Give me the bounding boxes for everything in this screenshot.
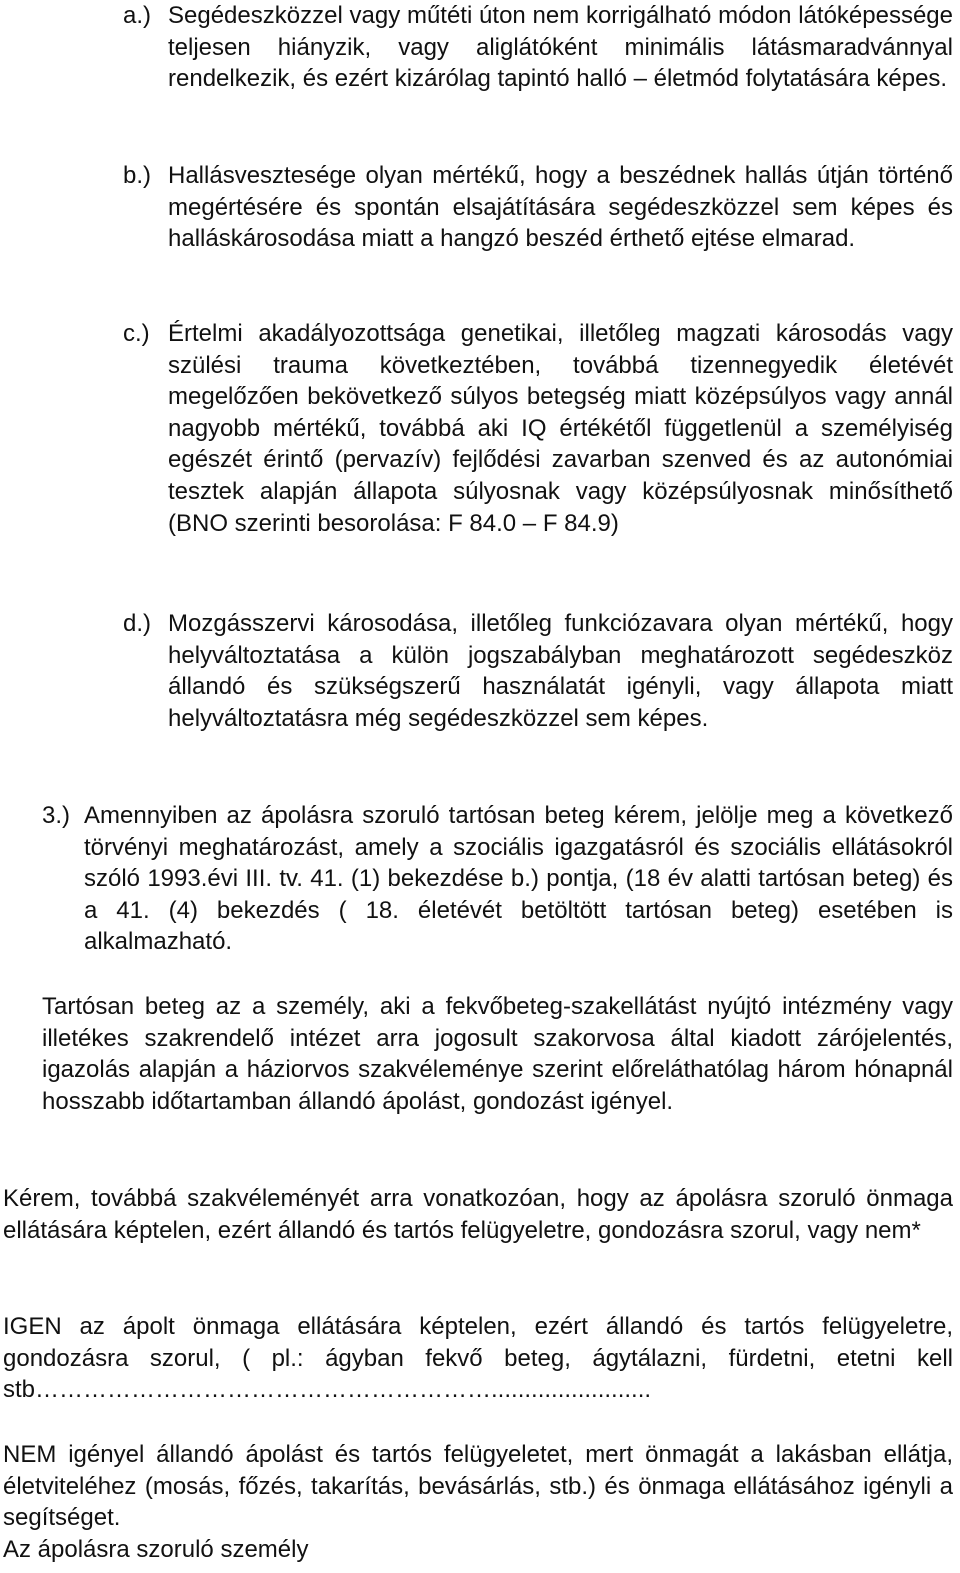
definition-paragraph: Tartósan beteg az a személy, aki a fekvőbeteg-szakellátást nyújtó intézmény vagy illetékes szakrendelő intézet arra jogosult szakorvosa által kiadott zárójelentés, igazolás alapján a háziorvos szakvéleménye szerint előreláthatólag három hónapnál hosszabb időtartamban állandó ápolást, gondozást igényel. [42, 993, 953, 1115]
point-text: Amennyiben az ápolásra szoruló tartósan beteg kérem, jelölje meg a következő törvényi meghatározást, amely a szociális igazgatásról és szociális ellátásokról szóló 1993.évi III. tv. 41. (1) bekezdése b.) pontja, (18 év alatti tartósan beteg) és a 41. (4) bekezdés ( 18. életévét betöltött tartósan beteg) esetében is alkalmazható. [84, 802, 953, 956]
option-yes [3, 1311, 953, 1406]
list-item-b [123, 160, 953, 255]
list-item-text: Segédeszközzel vagy műtéti úton nem korrigálható módon látóképessége teljesen hiányzik, vagy aliglátóként minimális látásmaradvánnyal rendelkezik, és ezért kizárólag tapintó halló – életmód folytatására képes. [168, 2, 953, 93]
patient-label: Az ápolásra szoruló személy [3, 1536, 309, 1563]
option-no: NEM igényel állandó ápolást és tartós felügyeletet, mert önmagát a lakásban ellátja, életviteléhez (mosás, főzés, takarítás, bevásárlás, stb.) és önmaga ellátásához igényli a segítséget. [3, 1441, 953, 1532]
option-yes-dots-line: stb…………………………………………………........................ [3, 1376, 652, 1404]
list-marker: d.) [123, 610, 152, 637]
point-3 [42, 800, 953, 958]
request-paragraph: Kérem, továbbá szakvéleményét arra vonatkozóan, hogy az ápolásra szoruló önmaga ellátására képtelen, ezért állandó és tartós felügyeletre, gondozásra szorul, vagy nem* [3, 1185, 953, 1244]
list-item-text: Értelmi akadályozottsága genetikai, illetőleg magzati károsodás vagy szülési trauma következtében, továbbá tizennegyedik életévét megelőzően bekövetkező súlyos betegség miatt középsúlyos vagy annál nagyobb mértékű, továbbá aki IQ értékétől függetlenül a személyiség egészét érintő (pervazív) fejlődési zavarban szenved és az autonómiai tesztek alapján állapota súlyosnak vagy középsúlyosnak minősíthető (BNO szerinti besorolása: F 84.0 – F 84.9) [168, 320, 953, 537]
list-item-c [123, 318, 953, 539]
list-marker: c.) [123, 320, 150, 347]
list-marker: b.) [123, 162, 152, 189]
list-item-d [123, 608, 953, 734]
list-item-text: Mozgásszervi károsodása, illetőleg funkciózavara olyan mértékű, hogy helyváltoztatása a külön jogszabályban meghatározott segédeszköz állandó és szükségszerű használatát igényli, vagy állapota miatt helyváltoztatásra még segédeszközzel sem képes. [168, 610, 953, 732]
footer-label [3, 1534, 953, 1566]
option-yes-text: IGEN az ápolt önmaga ellátására képtelen, ezért állandó és tartós felügyeletre, gondozásra szorul, ( pl.: ágyban fekvő beteg, ágytálazni, fürdetni, etetni kell [3, 1313, 953, 1372]
list-item-a [123, 0, 953, 95]
list-item-text: Hallásvesztesége olyan mértékű, hogy a beszédnek hallás útján történő megértésére és spontán elsajátítására segédeszközzel sem képes és halláskárosodása miatt a hangzó beszéd érthető ejtése elmarad. [168, 162, 953, 253]
point-marker: 3.) [42, 802, 71, 829]
list-marker: a.) [123, 2, 152, 29]
